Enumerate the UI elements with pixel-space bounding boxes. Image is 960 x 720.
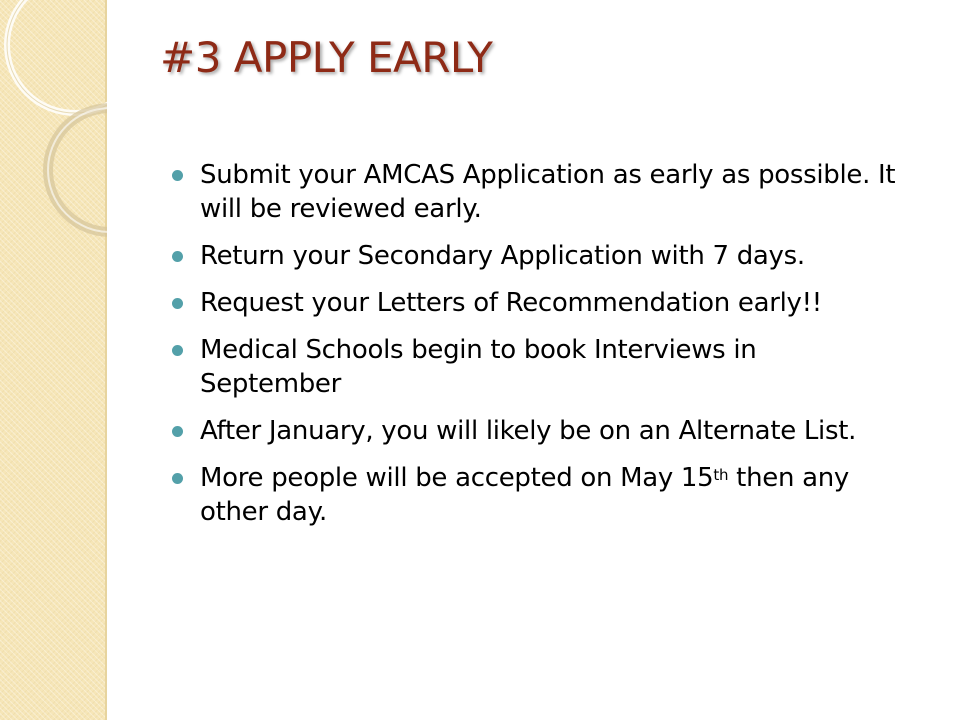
bullet-icon <box>172 473 183 484</box>
decorative-circles-icon <box>0 0 107 260</box>
bullet-item-interviews <box>168 333 898 401</box>
bullet-text-superscript: th <box>713 466 729 484</box>
bullet-text: Submit your AMCAS Application as early as possible. It will be reviewed early. <box>200 160 896 224</box>
bullet-item-secondary <box>168 239 898 273</box>
bullet-icon <box>172 345 183 356</box>
bullet-text: After January, you will likely be on an Alternate List. <box>200 416 857 446</box>
bullet-text: Medical Schools begin to book Interviews in September <box>200 335 757 399</box>
bullet-icon <box>172 251 183 262</box>
slide-title: #3 APPLY EARLY <box>160 33 493 82</box>
bullet-list <box>168 158 898 542</box>
bullet-item-alternate-list <box>168 414 898 448</box>
bullet-text-after: then any other day. <box>200 463 849 527</box>
bullet-icon <box>172 170 183 181</box>
decorative-side-strip <box>0 0 107 720</box>
bullet-text: Return your Secondary Application with 7 days. <box>200 241 805 271</box>
bullet-icon <box>172 426 183 437</box>
bullet-text <box>200 463 849 527</box>
bullet-icon <box>172 298 183 309</box>
bullet-item-letters <box>168 286 898 320</box>
bullet-text-before: More people will be accepted on May 15 <box>200 463 714 493</box>
bullet-item-amcas <box>168 158 898 226</box>
bullet-text: Request your Letters of Recommendation early!! <box>200 288 822 318</box>
bullet-item-may-15 <box>168 461 898 529</box>
